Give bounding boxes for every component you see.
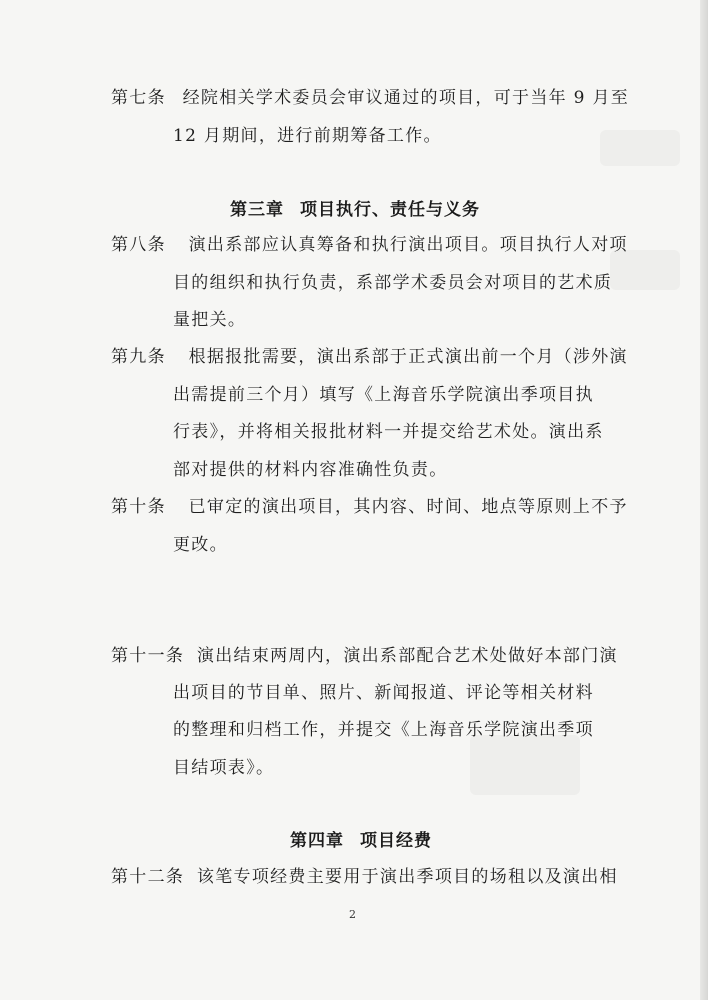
article-8-line-3: 量把关。: [173, 310, 247, 330]
article-7-line-2: 12 月期间，进行前期筹备工作。: [173, 126, 442, 146]
article-7-line-1: [111, 87, 629, 109]
article-11-label: 第十一条: [111, 646, 185, 666]
chapter-4-heading: [290, 830, 432, 852]
article-9-line-1: [111, 346, 628, 368]
article-11-line-2: 出项目的节目单、照片、新闻报道、评论等相关材料: [173, 683, 594, 703]
scan-edge-shadow: [700, 0, 708, 1000]
show-through-mark: [600, 130, 680, 166]
article-11-line-1: [111, 645, 618, 667]
article-8-line-2: 目的组织和执行负责，系部学术委员会对项目的艺术质: [173, 273, 613, 293]
article-10-text-1: 已审定的演出项目，其内容、时间、地点等原则上不予: [188, 497, 628, 517]
chapter-4-title: 项目经费: [360, 831, 432, 851]
show-through-mark: [470, 735, 580, 795]
article-10-line-1: [111, 496, 628, 518]
article-9-line-4: 部对提供的材料内容准确性负责。: [173, 460, 448, 480]
article-10-label: 第十条: [111, 497, 166, 517]
article-12-text-1: 该笔专项经费主要用于演出季项目的场租以及演出相: [196, 867, 618, 887]
article-9-line-3: 行表》，并将相关报批材料一并提交给艺术处。演出系: [173, 422, 604, 442]
chapter-3-title: 项目执行、责任与义务: [300, 200, 480, 220]
article-12-label: 第十二条: [111, 867, 185, 887]
chapter-3-number: 第三章: [230, 200, 284, 220]
article-10-line-2: 更改。: [173, 535, 228, 555]
article-7-text-1: 经院相关学术委员会审议通过的项目，可于当年 9 月至: [182, 88, 630, 108]
article-7-label: 第七条: [111, 88, 166, 108]
chapter-3-heading: [230, 199, 480, 221]
article-11-line-4: 目结项表》。: [173, 758, 275, 778]
page-number: 2: [349, 908, 356, 921]
article-8-line-1: [111, 234, 628, 256]
show-through-mark: [610, 250, 680, 290]
article-9-line-2: 出需提前三个月）填写《上海音乐学院演出季项目执: [173, 385, 594, 405]
article-11-line-3: 的整理和归档工作，并提交《上海音乐学院演出季项: [173, 720, 594, 740]
chapter-4-number: 第四章: [290, 831, 344, 851]
article-12-line-1: [111, 866, 618, 888]
article-9-label: 第九条: [111, 347, 166, 367]
article-9-text-1: 根据报批需要，演出系部于正式演出前一个月（涉外演: [188, 347, 628, 367]
article-11-text-1: 演出结束两周内，演出系部配合艺术处做好本部门演: [196, 646, 618, 666]
article-8-label: 第八条: [111, 235, 166, 255]
article-8-text-1: 演出系部应认真筹备和执行演出项目。项目执行人对项: [188, 235, 628, 255]
